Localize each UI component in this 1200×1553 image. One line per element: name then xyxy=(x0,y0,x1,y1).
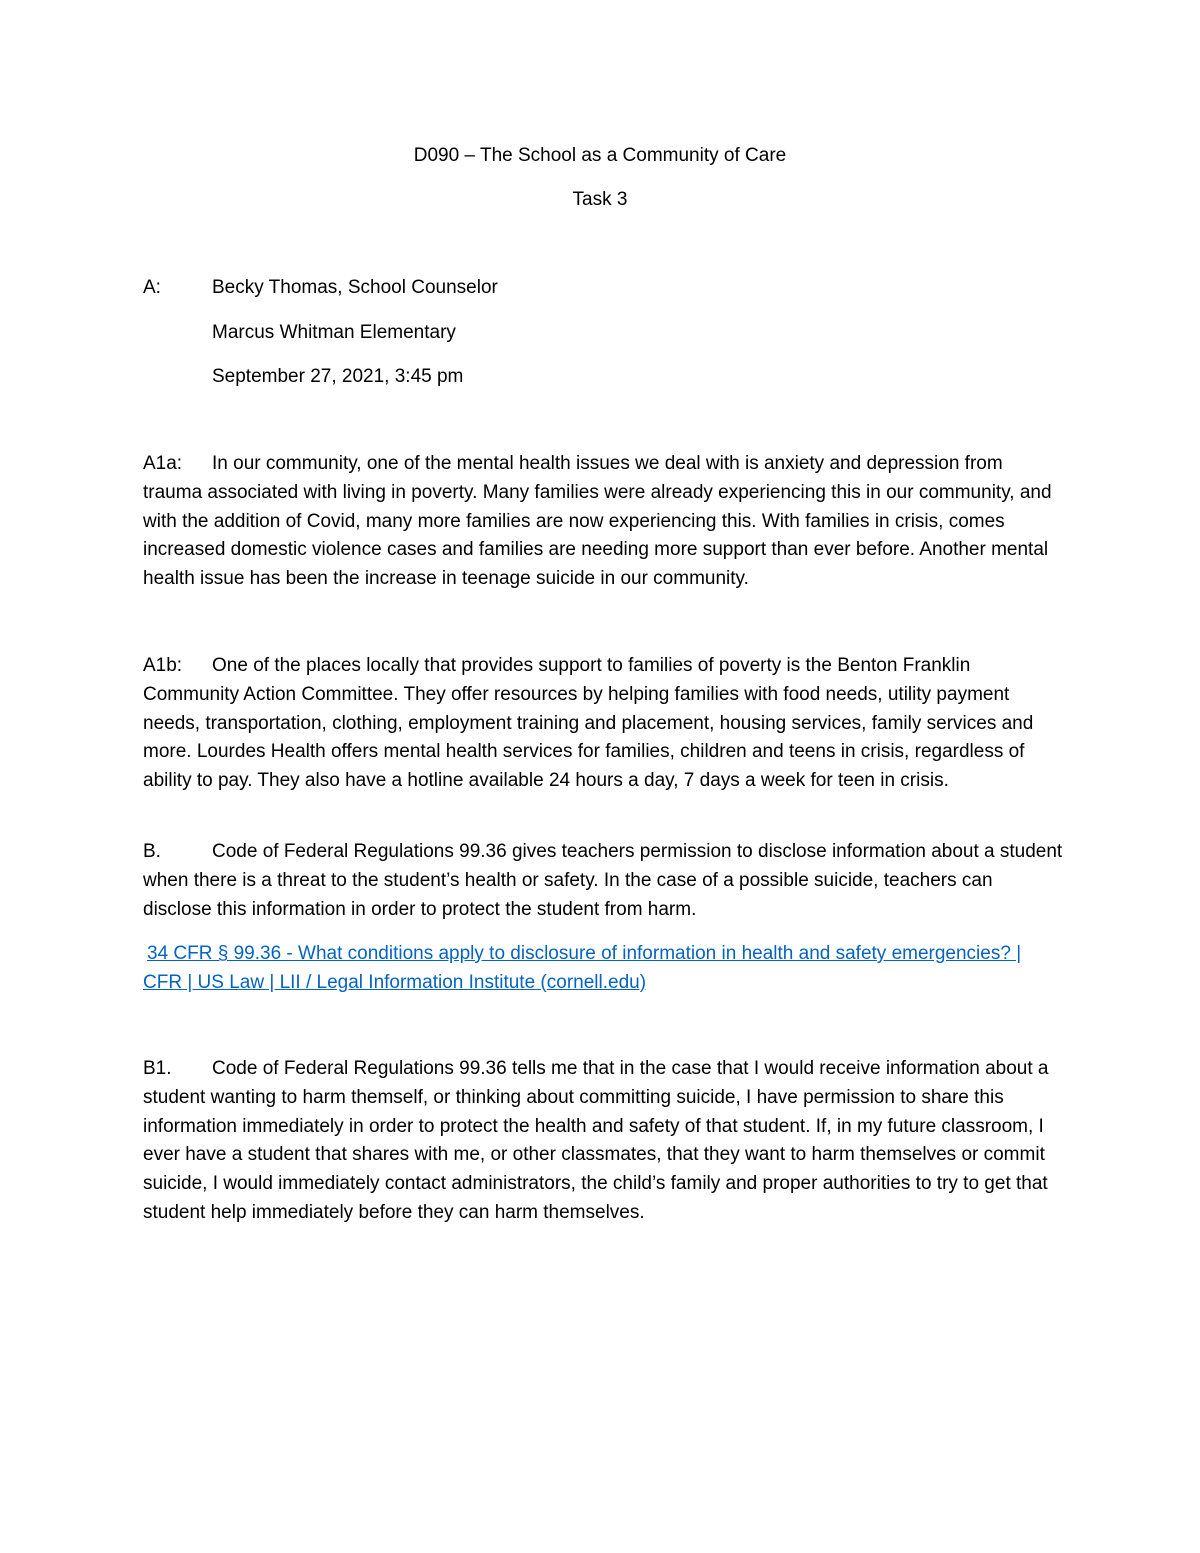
section-a1b-label: A1b: xyxy=(143,655,183,676)
section-a1a-label: A1a: xyxy=(143,453,183,474)
section-b-text: Code of Federal Regulations 99.36 gives teachers permission to disclose information about a student when there is a threat to the student’s health or safety. In the case of a possible suicide, teachers can disclose this information in order to protect the student from harm. xyxy=(143,841,1063,920)
section-b1-text: Code of Federal Regulations 99.36 tells me that in the case that I would receive information about a student wanting to harm themself, or thinking about committing suicide, I have permission to share this information immediately in order to protect the health and safety of that student. If, in my future classroom, I ever have a student that shares with me, or other classmates, that they want to harm themselves or commit suicide, I would immediately contact administrators, the child’s family and proper authorities to try to get that student help immediately before they can harm themselves. xyxy=(143,1058,1049,1223)
section-a-school: Marcus Whitman Elementary xyxy=(212,322,456,343)
section-b1 xyxy=(143,1055,1063,1228)
section-b xyxy=(143,838,1063,924)
section-a-label: A: xyxy=(143,277,161,298)
section-a1a xyxy=(143,450,1063,594)
cornell-lii-link[interactable]: 34 CFR § 99.36 - What conditions apply to disclosure of information in health and safety emergencies? | CFR | US Law | LII / Legal Information Institute (cornell.edu) xyxy=(143,943,1022,993)
section-a1a-text: In our community, one of the mental health issues we deal with is anxiety and depression from trauma associated with living in poverty. Many families were already experiencing this in our community, and with the addition of Covid, many more families are now experiencing this. With families in crisis, comes increased domestic violence cases and families are needing more support than ever before. Another mental health issue has been the increase in teenage suicide in our community. xyxy=(143,453,1052,590)
document-title: D090 – The School as a Community of Care xyxy=(413,145,787,166)
section-b-link-block xyxy=(143,940,1063,998)
section-b-label: B. xyxy=(143,841,161,862)
section-a-name: Becky Thomas, School Counselor xyxy=(212,277,498,298)
section-a1b-text: One of the places locally that provides support to families of poverty is the Benton Franklin Community Action Committee. They offer resources by helping families with food needs, utility payment needs, transportation, clothing, employment training and placement, housing services, family services and more. Lourdes Health offers mental health services for families, children and teens in crisis, regardless of ability to pay. They also have a hotline available 24 hours a day, 7 days a week for teen in crisis. xyxy=(143,655,1034,792)
section-b1-label: B1. xyxy=(143,1058,172,1079)
document-subtitle: Task 3 xyxy=(572,189,628,210)
section-a-datetime: September 27, 2021, 3:45 pm xyxy=(212,366,464,387)
section-a1b xyxy=(143,652,1063,796)
